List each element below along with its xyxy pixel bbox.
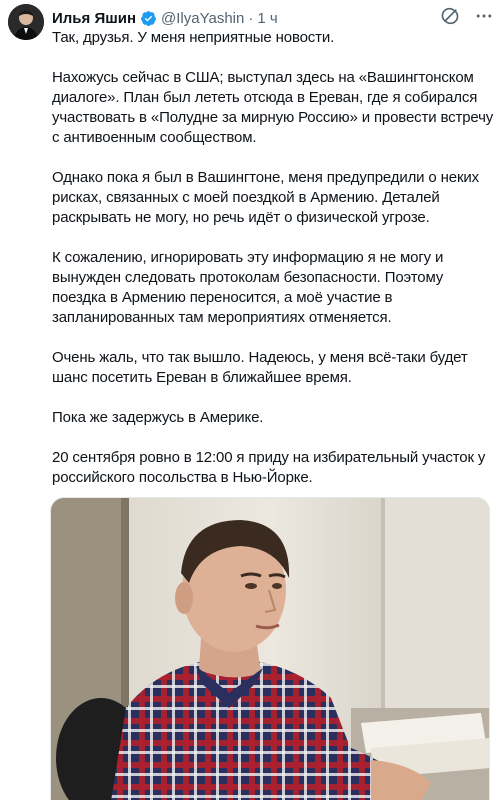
paragraph-2: Нахожусь сейчас в США; выступал здесь на «Вашингтонском диалоге». План был лететь отсюда в Ереван, где я собирался участвовать в «Полудне за мирную Россию» и провести встречу с антивоенным сообществом. bbox=[52, 69, 494, 146]
attached-photo[interactable] bbox=[50, 497, 490, 800]
avatar-image bbox=[8, 4, 44, 40]
paragraph-7: 20 сентября ровно в 12:00 я приду на избирательный участок у российского посольства в Нью-Йорке. bbox=[52, 449, 486, 486]
verified-badge-icon bbox=[140, 10, 157, 27]
post-time[interactable]: 1 ч bbox=[257, 9, 278, 27]
paragraph-6: Пока же задержусь в Америке. bbox=[52, 409, 264, 426]
author-handle[interactable]: @IlyaYashin bbox=[161, 9, 245, 27]
photo-illustration bbox=[51, 498, 490, 800]
avatar[interactable] bbox=[8, 4, 44, 40]
tweet-header bbox=[52, 7, 278, 29]
author-name[interactable]: Илья Яшин bbox=[52, 9, 137, 27]
paragraph-5: Очень жаль, что так вышло. Надеюсь, у меня всё-таки будет шанс посетить Ереван в ближайшее время. bbox=[52, 349, 468, 386]
paragraph-3: Однако пока я был в Вашингтоне, меня предупредили о неких рисках, связанных с моей поездкой в Армению. Деталей раскрывать не могу, но речь идёт о физической угрозе. bbox=[52, 169, 479, 226]
paragraph-4: К сожалению, игнорировать эту информацию я не могу и вынужден следовать протоколам безопасности. Поэтому поездка в Армению переносится, а моё участие в запланированных там мероприятиях отменяется. bbox=[52, 249, 444, 326]
paragraph-1: Так, друзья. У меня неприятные новости. bbox=[52, 29, 335, 46]
separator-dot: · bbox=[248, 9, 254, 27]
